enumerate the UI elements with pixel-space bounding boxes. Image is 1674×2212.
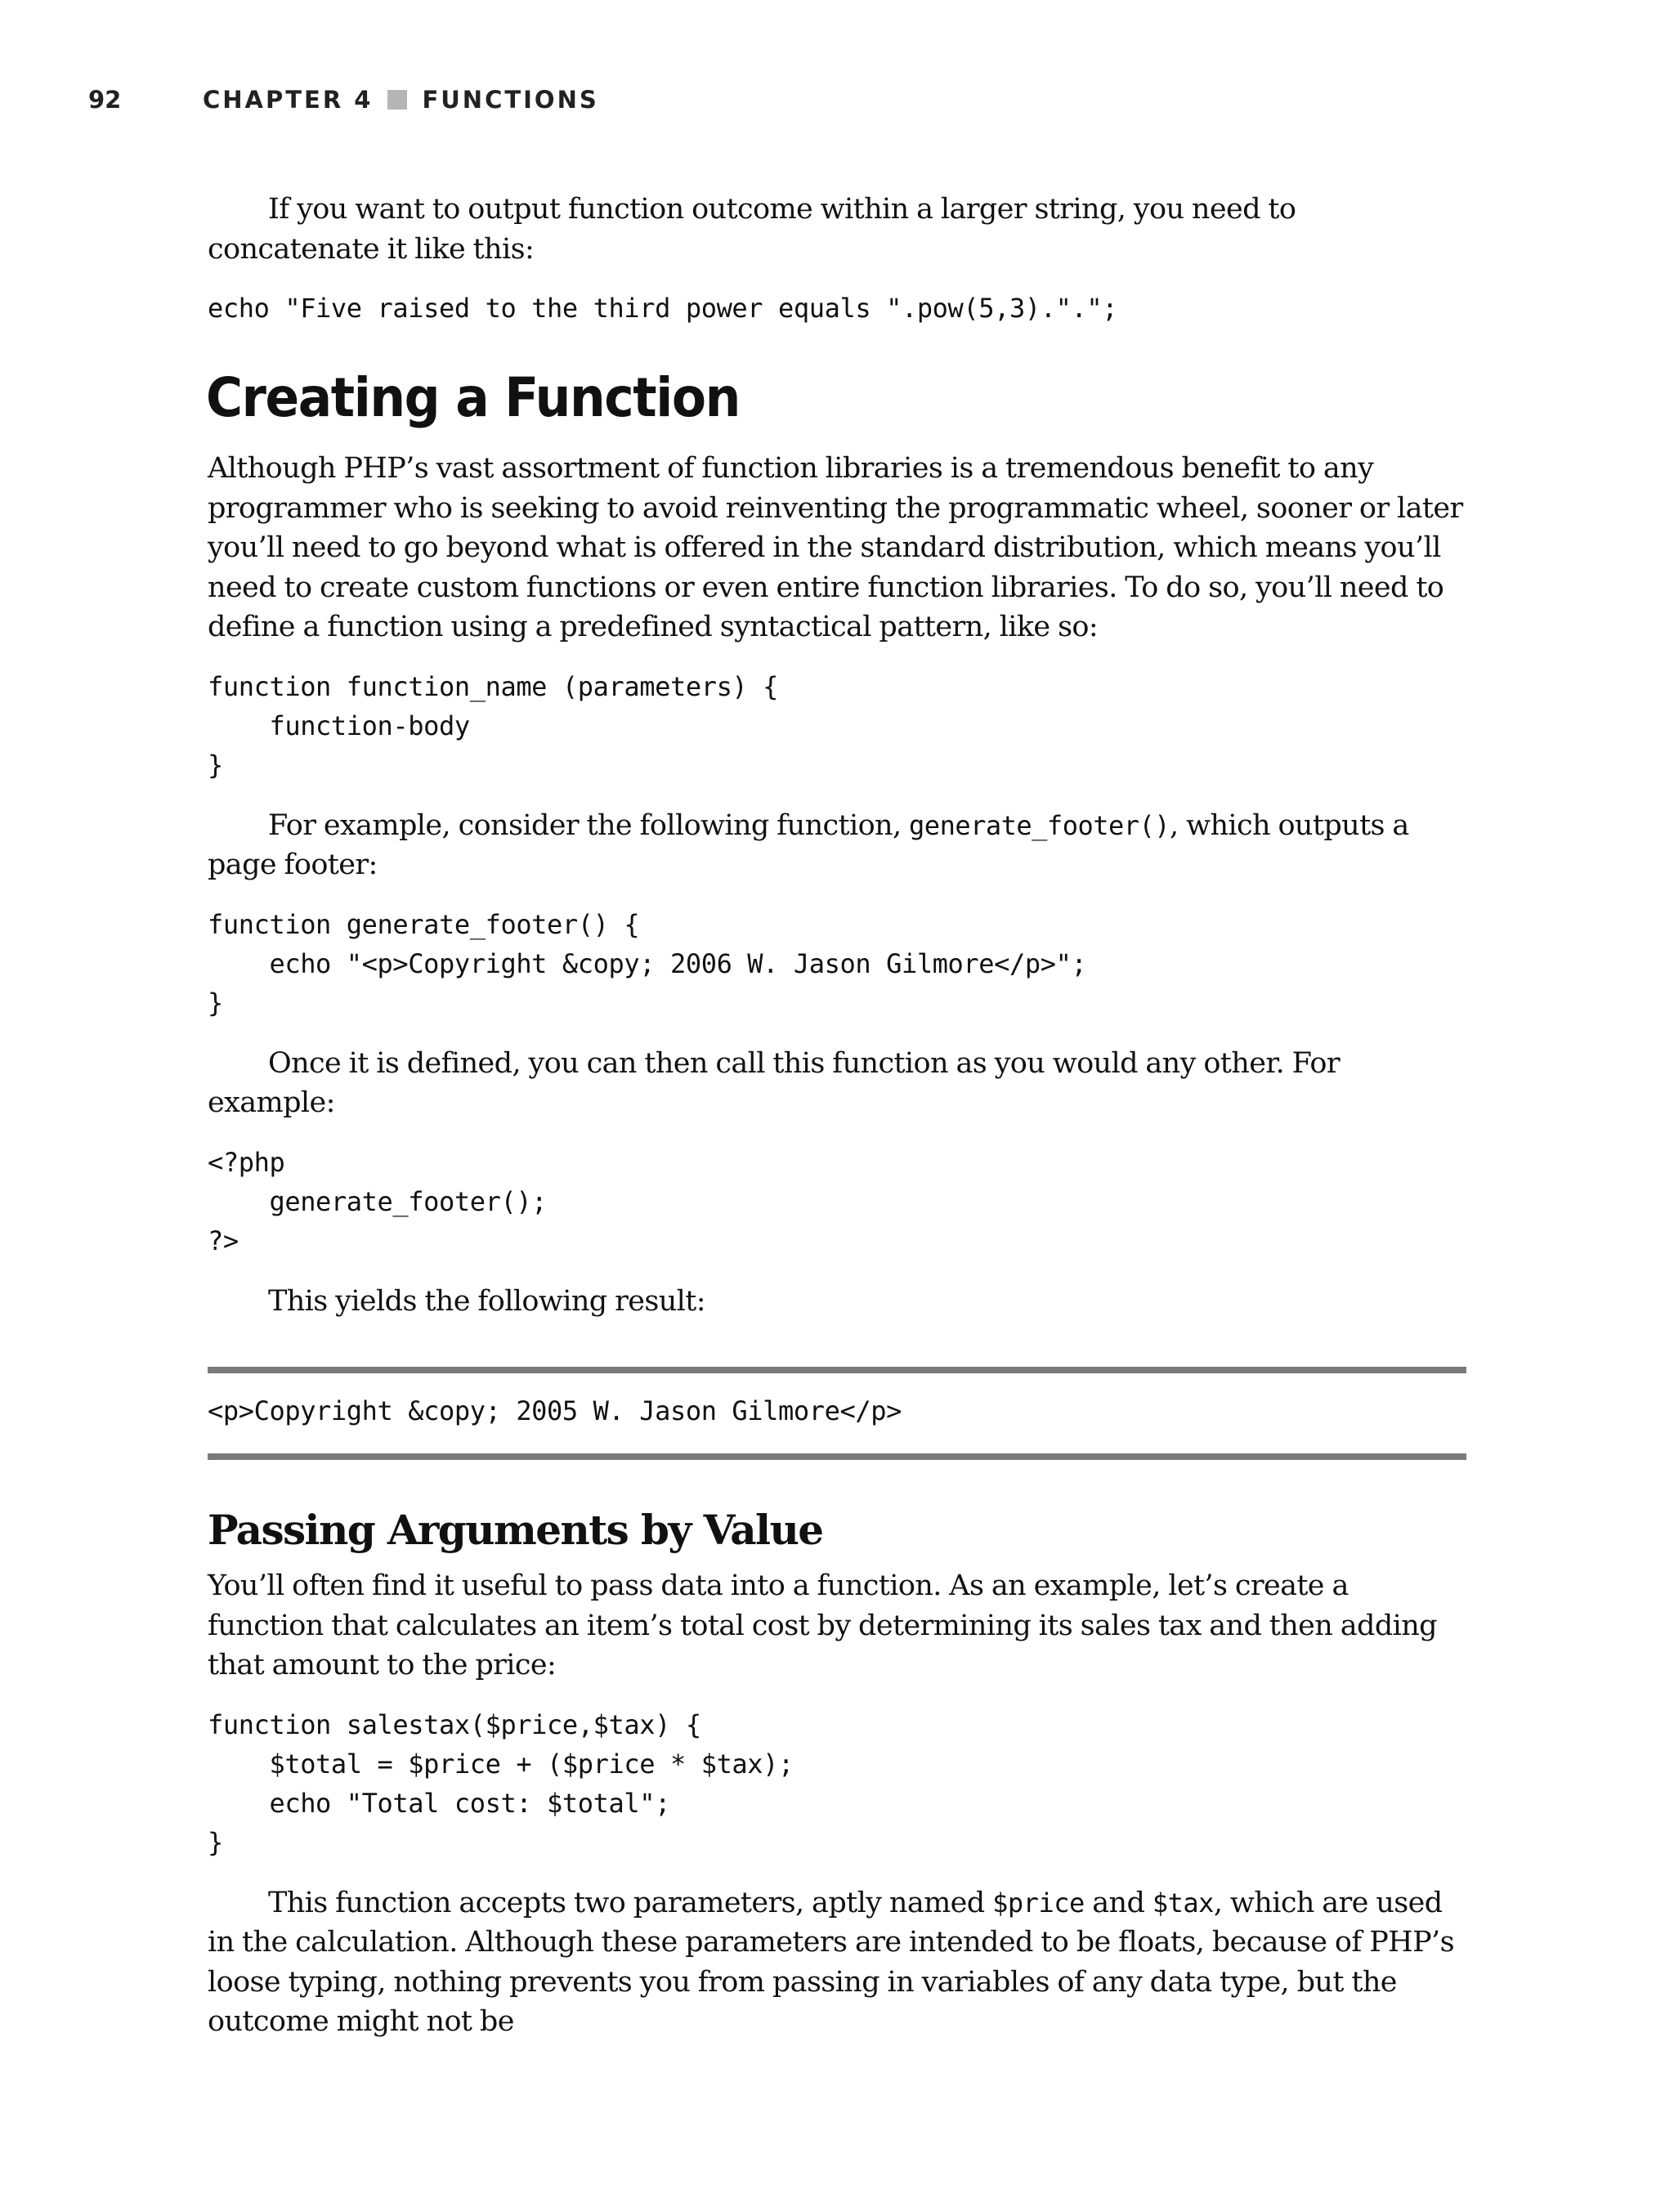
creating-paragraph-2	[208, 806, 1466, 885]
creating-paragraph-1: Although PHP’s vast assortment of function libraries is a tremendous benefit to any programmer who is seeking to avoid reinventing the programmatic wheel, sooner or later you’ll need to go beyond what is offered in the standard distribution, which means you’ll need to create custom functions or even entire function libraries. To do so, you’ll need to define a function using a predefined syntactical pattern, like so:	[208, 452, 1463, 643]
call-function-code: <?php generate_footer(); ?>	[208, 1146, 548, 1256]
page-content	[208, 190, 1466, 2062]
intro-code: echo "Five raised to the third power equals ".pow(5,3).".";	[208, 293, 1118, 324]
creating-paragraph-4: This yields the following result:	[268, 1284, 705, 1318]
output-code: <p>Copyright &copy; 2005 W. Jason Gilmore</p>	[208, 1395, 902, 1426]
passing-paragraph-1: You’ll often find it useful to pass data into a function. As an example, let’s create a function that calculates an item’s total cost by determining its sales tax and then adding that amount to the price:	[208, 1569, 1437, 1681]
page-number: 92	[88, 86, 122, 114]
inline-code: $price	[992, 1887, 1085, 1919]
chapter-title: FUNCTIONS	[422, 86, 599, 114]
text-run: This function accepts two parameters, aptly named	[268, 1886, 993, 1919]
square-separator-icon	[387, 90, 407, 110]
salestax-code: function salestax($price,$tax) { $total = $price + ($price * $tax); echo "Total cost: $total"; }	[208, 1708, 794, 1858]
subsection-heading-passing-arguments: Passing Arguments by Value	[208, 1506, 823, 1554]
text-run: and	[1084, 1886, 1153, 1919]
running-head	[88, 83, 599, 116]
chapter-label: CHAPTER 4	[203, 86, 374, 114]
text-run: , which are used in the calculation. Although these parameters are intended to be floats, because of PHP’s loose typing, nothing prevents you from passing in variables of any data type, but the outcome might not be	[208, 1886, 1454, 2038]
text-run: For example, consider the following function,	[268, 808, 910, 842]
section-heading-creating-a-function: Creating a Function	[206, 366, 740, 429]
text-run: , which outputs a page footer:	[208, 808, 1409, 881]
generate-footer-code: function generate_footer() { echo "<p>Copyright &copy; 2006 W. Jason Gilmore</p>"; }	[208, 908, 1087, 1019]
creating-paragraph-3: Once it is defined, you can then call this function as you would any other. For example:	[208, 1046, 1341, 1119]
function-syntax-code: function function_name (parameters) { function-body }	[208, 670, 779, 781]
passing-paragraph-2	[208, 1883, 1466, 2042]
intro-paragraph: If you want to output function outcome within a larger string, you need to concatenate it like this:	[208, 193, 1296, 266]
output-box	[208, 1367, 1466, 1460]
inline-code: $tax	[1152, 1887, 1214, 1919]
inline-code: generate_footer()	[909, 809, 1170, 841]
